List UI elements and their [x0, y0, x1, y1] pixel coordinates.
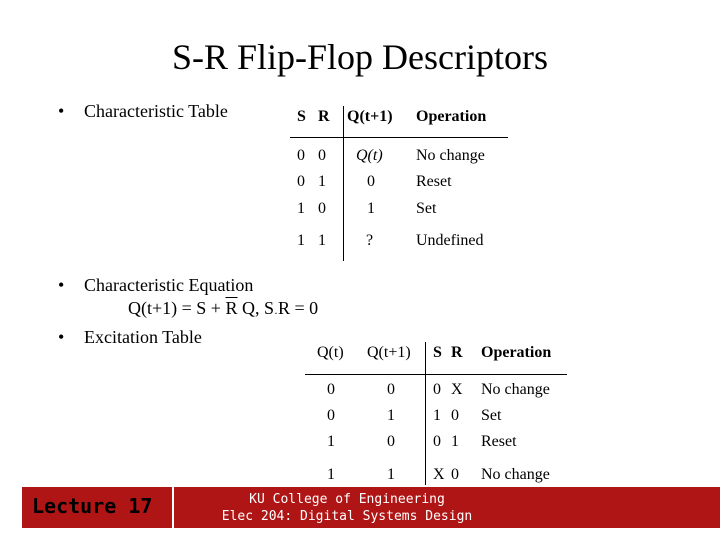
et-header-q: Q(t): [317, 344, 344, 361]
ct-column-divider: [343, 106, 344, 261]
ct-cell-r: 1: [318, 232, 326, 249]
ct-header-next-state: Q(t+1): [347, 108, 393, 125]
ct-cell-s: 0: [297, 147, 305, 164]
ct-header-rule: [290, 137, 508, 138]
et-cell-s: X: [433, 466, 445, 483]
bullet-excitation-table: Excitation Table: [84, 327, 202, 347]
ct-cell-next: 0: [367, 173, 375, 190]
et-cell-q: 0: [327, 381, 335, 398]
et-header-next-state: Q(t+1): [367, 344, 411, 361]
ct-cell-operation: Undefined: [416, 232, 484, 249]
bullet-marker: •: [58, 275, 65, 295]
et-column-divider: [425, 342, 426, 485]
ct-cell-r: 0: [318, 147, 326, 164]
footer-course-info: [174, 491, 720, 525]
et-cell-operation: No change: [481, 381, 550, 398]
characteristic-equation: [128, 298, 318, 319]
equation-q-term: Q, S: [237, 298, 274, 318]
et-header-operation: Operation: [481, 344, 552, 361]
et-header-rule: [305, 374, 567, 375]
footer-lecture-label: Lecture 17: [32, 494, 153, 518]
et-cell-q: 1: [327, 466, 335, 483]
et-cell-s: 1: [433, 407, 441, 424]
ct-cell-operation: No change: [416, 147, 485, 164]
et-cell-r: 0: [451, 466, 459, 483]
equation-r-bar: $\overline{R}$: [225, 298, 238, 318]
ct-cell-next: 1: [367, 200, 375, 217]
et-cell-r: 0: [451, 407, 459, 424]
ct-cell-r: 1: [318, 173, 326, 190]
et-cell-q: 0: [327, 407, 335, 424]
ct-cell-s: 1: [297, 232, 305, 249]
ct-cell-operation: Set: [416, 200, 437, 217]
et-cell-operation: No change: [481, 466, 550, 483]
footer-course: Elec 204: Digital Systems Design: [221, 509, 473, 524]
equation-r-term: R = 0: [277, 298, 319, 318]
et-cell-q: 1: [327, 433, 335, 450]
et-header-s: S: [433, 344, 442, 361]
et-cell-s: 0: [433, 381, 441, 398]
et-cell-operation: Reset: [481, 433, 517, 450]
equation-dot: ·: [273, 306, 278, 320]
bullet-characteristic-table: Characteristic Table: [84, 101, 228, 121]
et-cell-r: 1: [451, 433, 459, 450]
equation-lhs: Q(t+1) = S +: [128, 298, 226, 318]
footer-college: KU College of Engineering: [249, 492, 445, 507]
et-cell-next: 0: [387, 381, 395, 398]
ct-cell-s: 1: [297, 200, 305, 217]
et-cell-next: 1: [387, 466, 395, 483]
ct-header-operation: Operation: [416, 108, 487, 125]
et-cell-s: 0: [433, 433, 441, 450]
ct-cell-s: 0: [297, 173, 305, 190]
slide-title: S-R Flip-Flop Descriptors: [171, 37, 548, 77]
et-cell-r: X: [451, 381, 463, 398]
et-header-r: R: [451, 344, 463, 361]
et-cell-next: 0: [387, 433, 395, 450]
bullet-characteristic-equation: Characteristic Equation: [84, 275, 254, 295]
ct-cell-operation: Reset: [416, 173, 452, 190]
ct-header-s: S: [297, 108, 306, 125]
ct-cell-r: 0: [318, 200, 326, 217]
bullet-marker: •: [58, 101, 65, 121]
et-cell-operation: Set: [481, 407, 502, 424]
ct-cell-next: ?: [366, 232, 374, 249]
ct-cell-next: Q(t): [356, 147, 383, 164]
ct-header-r: R: [318, 108, 330, 125]
bullet-marker: •: [58, 327, 65, 347]
et-cell-next: 1: [387, 407, 395, 424]
